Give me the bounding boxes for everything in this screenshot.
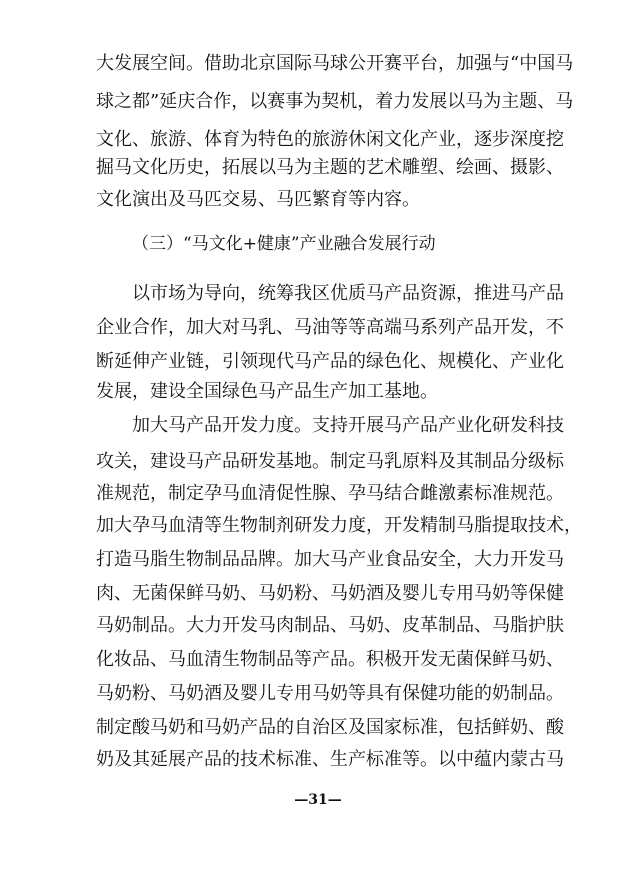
market-line-3: 断延伸产业链，引领现代马产品的绿色化、规模化、产业化: [96, 351, 564, 372]
intro-line-3: 文化、旅游、体育为特色的旅游休闲文化产业，逐步深度挖: [96, 129, 564, 150]
development-line-6: 肉、无菌保鲜马奶、马奶粉、马奶酒及婴儿专用马奶等保健: [96, 583, 564, 604]
development-line-7: 马奶制品。大力开发马肉制品、马奶、皮革制品、马脂护肤: [96, 615, 564, 636]
section-heading: （三）“马文化+健康”产业融合发展行动: [132, 234, 436, 254]
market-line-1: 以市场为导向，统筹我区优质马产品资源，推进马产品: [132, 283, 564, 304]
development-line-10: 制定酸马奶和马奶产品的自治区及国家标准，包括鲜奶、酸: [96, 717, 564, 738]
development-line-9: 马奶粉、马奶酒及婴儿专用马奶等具有保健功能的奶制品。: [96, 683, 564, 704]
intro-line-1: 大发展空间。借助北京国际马球公开赛平台，加强与“中国马: [96, 53, 574, 74]
market-line-4: 发展，建设全国绿色马产品生产加工基地。: [96, 381, 438, 402]
development-line-1: 加大马产品开发力度。支持开展马产品产业化研发科技: [132, 415, 564, 436]
page-number: —31—: [294, 792, 342, 808]
intro-line-2: 球之都”延庆合作，以赛事为契机，着力发展以马为主题、马: [96, 91, 574, 112]
development-line-5: 打造马脂生物制品品牌。加大马产业食品安全，大力开发马: [96, 549, 564, 570]
market-line-2: 企业合作，加大对马乳、马油等等高端马系列产品开发，不: [96, 317, 564, 338]
development-line-8: 化妆品、马血清生物制品等产品。积极开发无菌保鲜马奶、: [96, 649, 564, 670]
development-line-2: 攻关，建设马产品研发基地。制定马乳原料及其制品分级标: [96, 451, 564, 472]
development-line-11: 奶及其延展产品的技术标准、生产标准等。以中蕴内蒙古马: [96, 749, 564, 770]
development-line-4: 加大孕马血清等生物制剂研发力度，开发精制马脂提取技术，: [96, 515, 582, 536]
intro-line-4: 掘马文化历史，拓展以马为主题的艺术雕塑、绘画、摄影、: [96, 157, 564, 178]
intro-line-5: 文化演出及马匹交易、马匹繁育等内容。: [96, 189, 420, 210]
development-line-3: 准规范，制定孕马血清促性腺、孕马结合雌激素标准规范。: [96, 483, 564, 504]
